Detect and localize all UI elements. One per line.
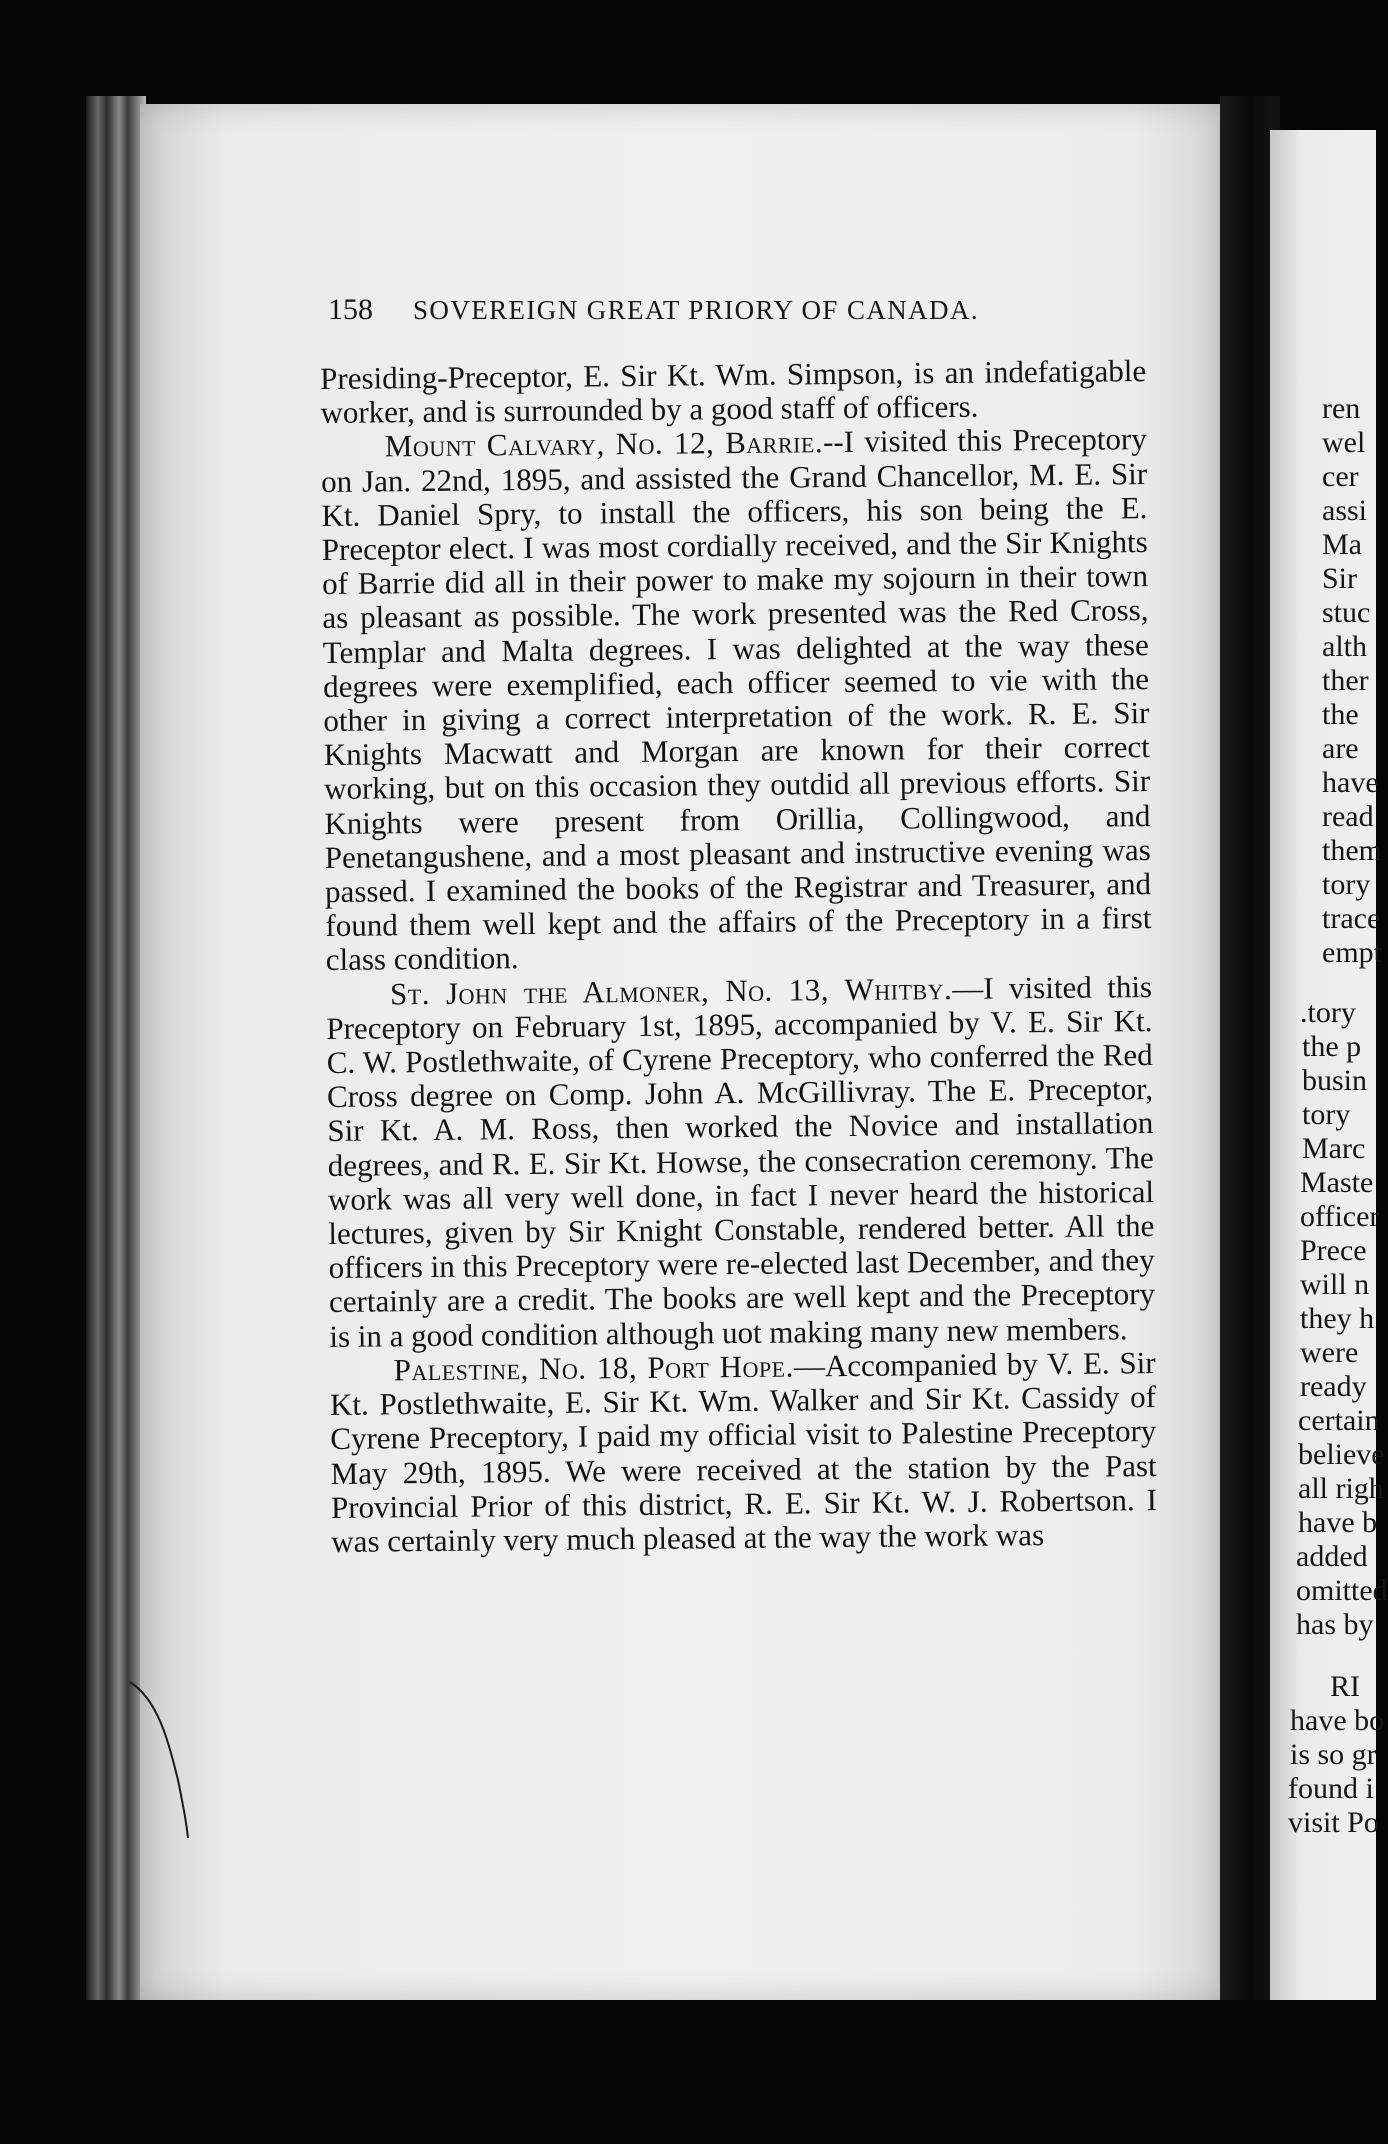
facing-page-fragment: Sir	[1322, 562, 1358, 595]
facing-page-fragment: Prece	[1300, 1234, 1367, 1267]
facing-page-fragment: the p	[1302, 1030, 1362, 1063]
paragraph-text: --I visited this Preceptory on Jan. 22nd, 1895, and assisted the Grand Chancellor, M. E. Sir Kt. Daniel Spry, to install the officers, his son being the E. Preceptor elect. I was most cordially received, and the Sir Knights of Barrie did all in their power to make my sojourn in their town as pleasant as possible. The work presented was the Red Cross, Templar and Malta degrees. I was delighted at the way these degrees were exemplified, each officer seemed to vie with the other in giving a correct interpretation of the work. R. E. Sir Knights Macwatt and Morgan are known for their correct working, but on this occasion they outdid all previous efforts. Sir Knights were present from Orillia, Collingwood, and Penetangushene, and a most pleasant and instructive evening was passed. I examined the books of the Registrar and Treasurer, and found them well kept and the affairs of the Preceptory in a first class condition.	[320, 421, 1152, 978]
facing-page-fragment: trace	[1322, 902, 1381, 935]
facing-page-fragment: busin	[1302, 1064, 1368, 1097]
facing-page-fragment: .tory	[1300, 996, 1356, 1029]
facing-page-fragment: RI	[1330, 1670, 1360, 1703]
paragraph	[326, 970, 1156, 1354]
paragraph	[330, 1346, 1158, 1559]
facing-page-fragment: certain	[1298, 1404, 1380, 1437]
facing-page-fragment: all righ	[1298, 1472, 1384, 1505]
facing-page-fragment: ther	[1322, 664, 1369, 697]
facing-page-fragment: assi	[1322, 494, 1367, 527]
paragraph-text: —I visited this Preceptory on February 1st, 1895, accompanied by V. E. Sir Kt. C. W. Postlethwaite, of Cyrene Preceptory, who conferred the Red Cross degree on Comp. John A. McGillivray. The E. Preceptor, Sir Kt. A. M. Ross, then worked the Novice and installation degrees, and R. E. Sir Kt. Howse, the consecration ceremony. The work was all very well done, in fact I never heard the historical lectures, given by Sir Knight Constable, rendered better. All the officers in this Preceptory were re-elected last December, and they certainly are a credit. The books are well kept and the Preceptory is in a good condition although uot making many new members.	[326, 968, 1156, 1354]
facing-page-fragment: empt	[1322, 936, 1382, 969]
paragraph-text: —Accompanied by V. E. Sir Kt. Postlethwaite, E. Sir Kt. Wm. Walker and Sir Kt. Cassidy of Cyrene Preceptory, I paid my official visit to Palestine Preceptory May 29th, 1895. We were received at the station by the Past Provincial Prior of this district, R. E. Sir Kt. W. J. Robertson. I was certainly very much pleased at the way the work was	[329, 1344, 1158, 1559]
facing-page-fragment: were	[1300, 1336, 1359, 1369]
facing-page-fragment: ready	[1300, 1370, 1367, 1403]
facing-page-fragment: officer	[1300, 1200, 1380, 1233]
facing-page-fragment: read	[1322, 800, 1374, 833]
paragraph-lead: Palestine, No. 18, Port Hope.	[393, 1348, 795, 1388]
facing-page-fragment: ren	[1322, 392, 1361, 425]
facing-page-fragment: Maste	[1300, 1166, 1374, 1199]
running-header	[328, 293, 1148, 333]
facing-page-fragment: wel	[1322, 426, 1366, 459]
facing-page-fragment: cer	[1322, 460, 1359, 493]
facing-page-fragment: tory	[1302, 1098, 1351, 1131]
pencil-mark	[128, 1680, 198, 1840]
facing-page-fragment: believe	[1298, 1438, 1385, 1471]
facing-page-fragment: have bo	[1290, 1704, 1385, 1737]
facing-page-fragment: they h	[1300, 1302, 1375, 1335]
page-number: 158	[328, 293, 373, 326]
paragraph	[320, 354, 1147, 430]
facing-page-fragment: found i	[1288, 1772, 1374, 1805]
facing-page-fragment: alth	[1322, 630, 1367, 663]
facing-page-fragment: the	[1322, 698, 1359, 731]
book-spine-shadow	[0, 0, 90, 2144]
facing-page-fragment: added	[1296, 1540, 1368, 1573]
facing-page-fragment: Ma	[1322, 528, 1362, 561]
facing-page-fragment: will n	[1300, 1268, 1370, 1301]
body-text	[320, 354, 1157, 1559]
facing-page-fragment: omitted	[1296, 1574, 1388, 1607]
paragraph-lead: St. John the Almoner, No. 13, Whitby.	[389, 970, 953, 1012]
facing-page-fragment: has by	[1296, 1608, 1374, 1641]
facing-page-fragment: is so gr	[1290, 1738, 1377, 1771]
paragraph	[321, 422, 1152, 977]
facing-page-fragment: them	[1322, 834, 1382, 867]
facing-page-fragment: Marc	[1302, 1132, 1366, 1165]
facing-page	[1270, 130, 1388, 2000]
paragraph-lead: Mount Calvary, No. 12, Barrie.	[384, 424, 824, 464]
running-title: SOVEREIGN GREAT PRIORY OF CANADA.	[413, 295, 980, 325]
facing-page-fragment: stuc	[1322, 596, 1371, 629]
facing-page-fragment: have	[1322, 766, 1379, 799]
facing-page-fragment: visit Po	[1288, 1806, 1379, 1839]
facing-page-fragment: tory	[1322, 868, 1371, 901]
facing-page-fragment: are	[1322, 732, 1359, 765]
facing-page-fragment: have b	[1298, 1506, 1378, 1539]
paragraph-text: Presiding-Preceptor, E. Sir Kt. Wm. Simpson, is an indefatigable worker, and is surrounded by a good staff of officers.	[319, 353, 1147, 431]
